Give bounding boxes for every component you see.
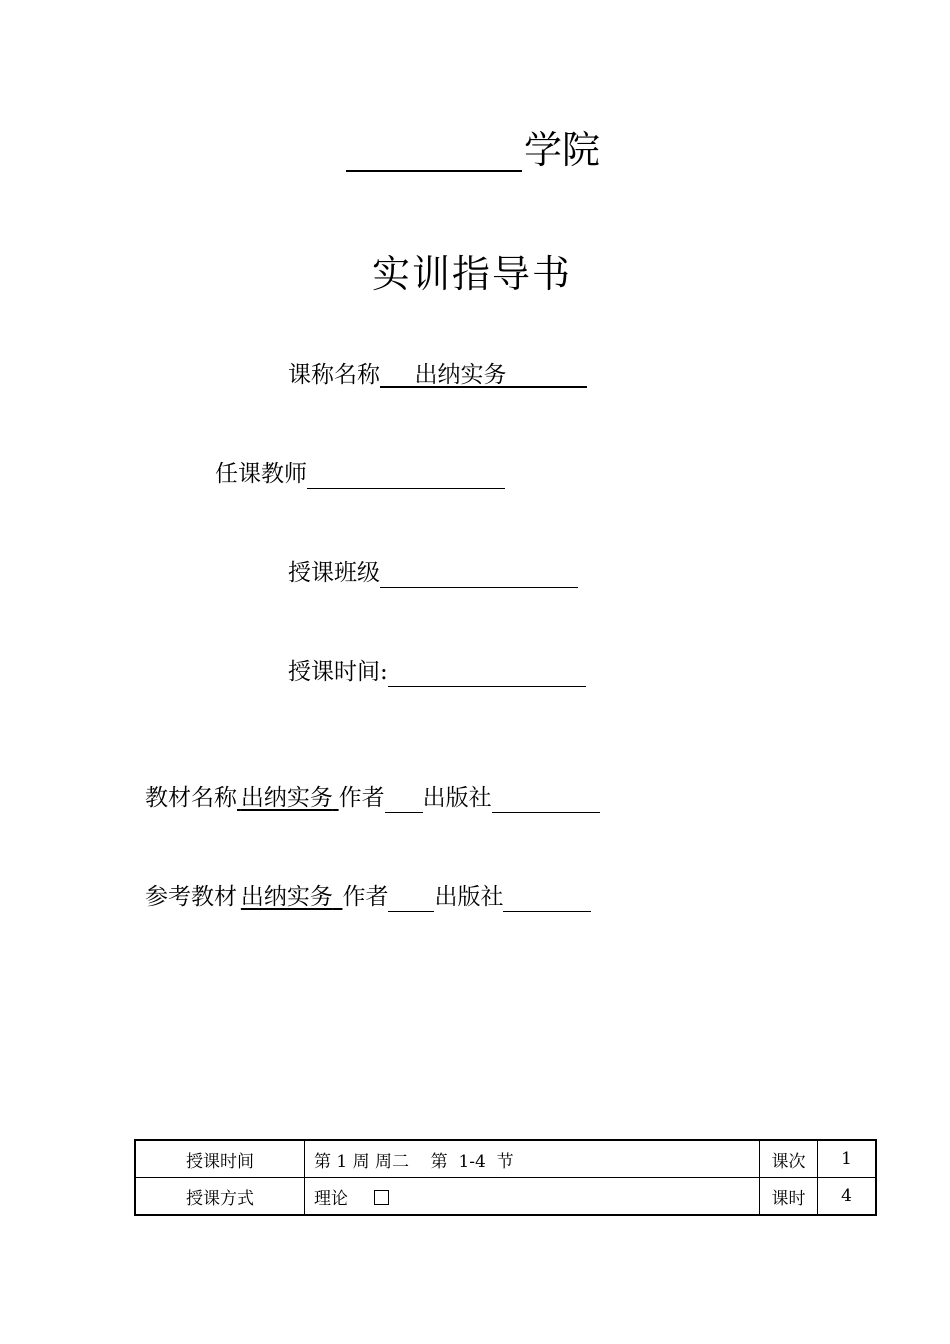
- time-field: [288, 657, 586, 687]
- teacher-label: 任课教师: [215, 461, 307, 487]
- textbook-label: 教材名称: [145, 785, 237, 811]
- college-name-blank: [346, 136, 522, 172]
- college-suffix: 学院: [524, 128, 601, 172]
- reference-name: 出纳实务: [240, 884, 333, 910]
- teaching-method-cell: [305, 1178, 760, 1216]
- course-name-value: 出纳实务: [414, 362, 507, 388]
- session-number: 1: [818, 1140, 877, 1178]
- session-label: 课次: [760, 1140, 818, 1178]
- schedule-time-label: 授课时间: [135, 1140, 305, 1178]
- course-name-field: [288, 360, 587, 390]
- reference-publisher-label: 出版社: [434, 884, 504, 910]
- class-label: 授课班级: [288, 560, 380, 586]
- teacher-field: [215, 459, 505, 489]
- time-label: 授课时间:: [288, 659, 388, 685]
- reference-author-label: 作者: [342, 884, 389, 910]
- teaching-method-value: 理论: [314, 1188, 348, 1209]
- checkbox-icon: [374, 1190, 389, 1205]
- schedule-table: [134, 1139, 877, 1216]
- textbook-name: 出纳实务: [240, 785, 333, 811]
- table-row: [135, 1140, 876, 1178]
- textbook-author-label: 作者: [338, 785, 385, 811]
- reference-publisher-blank: [503, 887, 591, 912]
- class-blank: [380, 563, 578, 588]
- textbook-publisher-blank: [492, 788, 600, 813]
- textbook-line: [145, 783, 600, 813]
- hours-label: 课时: [760, 1178, 818, 1216]
- course-name-label: 课称名称: [288, 362, 380, 388]
- table-row: [135, 1178, 876, 1216]
- hours-number: 4: [818, 1178, 877, 1216]
- reference-line: [145, 882, 591, 912]
- reference-label: 参考教材: [145, 884, 237, 910]
- document-title: 实训指导书: [372, 252, 573, 296]
- reference-author-blank: [388, 887, 434, 912]
- textbook-author-blank: [385, 788, 423, 813]
- class-field: [288, 558, 578, 588]
- textbook-publisher-label: 出版社: [422, 785, 492, 811]
- teacher-blank: [307, 464, 505, 489]
- college-heading: [346, 128, 600, 172]
- time-blank: [388, 662, 586, 687]
- schedule-time-value: 第 1 周 周二 第 1-4 节: [305, 1140, 760, 1178]
- teaching-method-label: 授课方式: [135, 1178, 305, 1216]
